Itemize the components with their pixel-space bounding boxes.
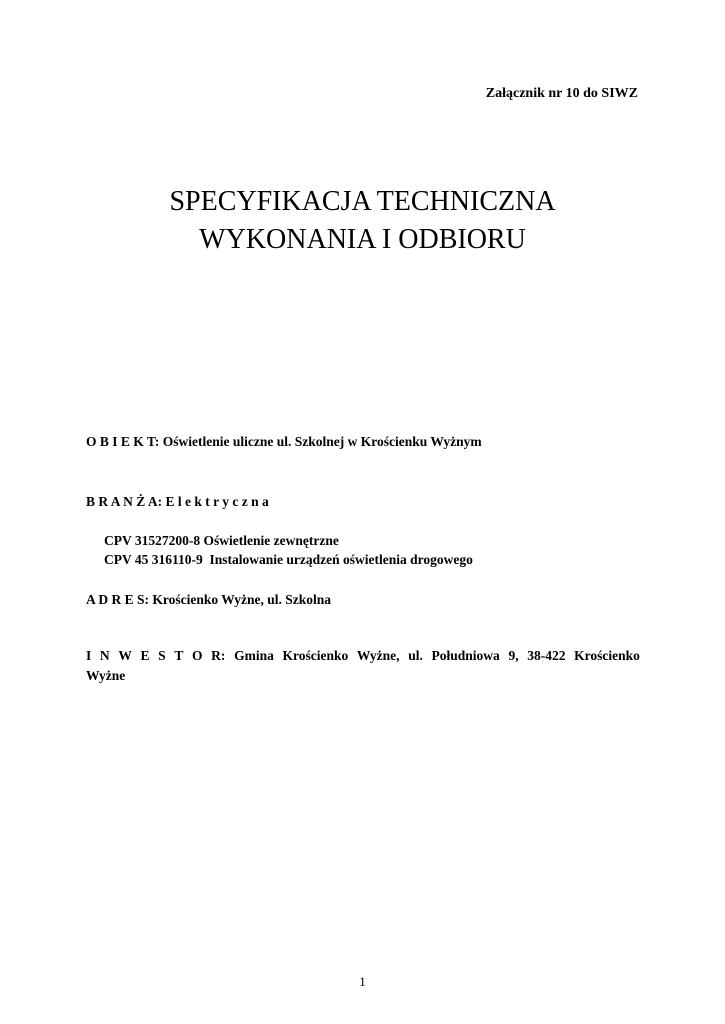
investor-word: W [118,648,132,663]
investor-word: T [174,648,184,663]
branch-field: B R A N Ż A: E l e k t r y c z n a [86,494,269,509]
investor-word: Krościenko [574,648,640,663]
investor-word: N [99,648,110,663]
investor-word: 9, [508,648,519,663]
object-field: O B I E K T: Oświetlenie uliczne ul. Szkolnej w Krościenku Wyżnym [86,434,482,449]
investor-line-2: Wyżne [86,668,126,683]
cpv-code-line: CPV 45 316110-9 Instalowanie urządzeń oświetlenia drogowego [104,552,473,567]
investor-word: R: [211,648,226,663]
investor-word: I [86,648,92,663]
document-title-line-1: SPECYFIKACJA TECHNICZNA [169,186,556,217]
annex-label: Załącznik nr 10 do SIWZ [485,86,638,101]
investor-line-1 [86,646,640,666]
investor-word: O [192,648,203,663]
investor-word: Gmina [234,648,274,663]
cpv-code-line: CPV 31527200-8 Oświetlenie zewnętrzne [104,533,339,548]
investor-word: 38-422 [527,648,566,663]
document-title [0,183,725,259]
investor-word: Wyżne, [356,648,400,663]
investor-word: ul. [408,648,423,663]
investor-field [86,646,640,686]
investor-word: Południowa [431,648,500,663]
page-number: 1 [359,974,366,989]
document-title-line-2: WYKONANIA I ODBIORU [199,224,526,255]
address-field: A D R E S: Krościenko Wyżne, ul. Szkolna [86,592,332,607]
cpv-codes [104,531,473,569]
investor-word: E [140,648,150,663]
investor-word: Krościenko [282,648,349,663]
investor-word: S [158,648,166,663]
